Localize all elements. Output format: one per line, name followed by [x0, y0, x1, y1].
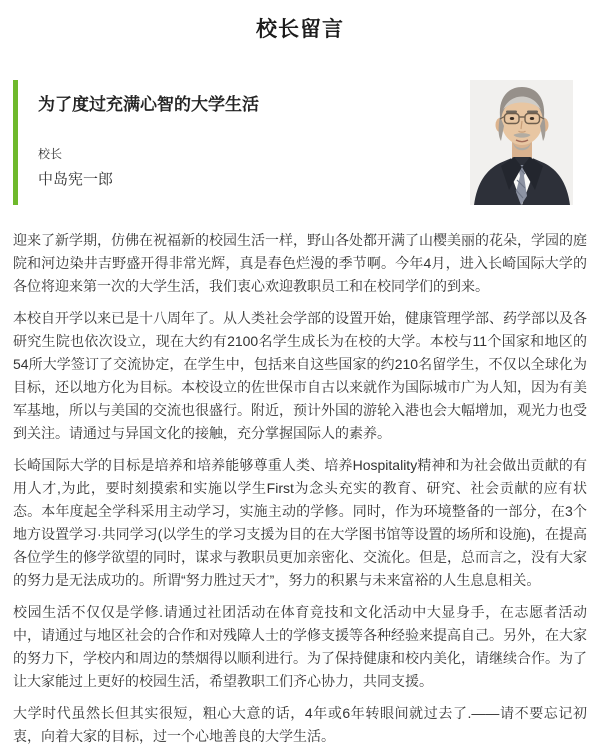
message-heading: 为了度过充满心智的大学生活	[38, 95, 259, 114]
paragraph-4: 校园生活不仅仅是学修.请通过社团活动在体育竞技和文化活动中大显身手，在志愿者活动中，请通过与地区社会的合作和对残障人士的学修支援等各种经验来提高自己。另外，在大家的努力下，学校内和周边的禁烟得以顺利进行。为了保持健康和校内美化，请继续合作。为了让大家能过上更好的校园生活，希望教职工们齐心协力，共同支援。	[13, 604, 587, 689]
message-header-text	[38, 94, 467, 189]
paragraph-2: 本校自开学以来已是十八周年了。从人类社会学部的设置开始，健康管理学部、药学部以及各研究生院也依次设立，现在大约有2100名学生成长为在校的大学。本校与11个国家和地区的54所大学签订了交流协定，在学生中，包括来自这些国家的约210名留学生，不仅以全球化为目标，还以地方化为目标。本校设立的佐世保市自古以来就作为国际城市广为人知，因为有美军基地，所以与美国的交流也很盛行。附近，预计外国的游轮入港也会大幅增加，观光力也受到关注。请通过与异国文化的接触，充分掌握国际人的素养。	[13, 310, 587, 441]
page	[0, 13, 600, 748]
paragraph-1: 迎来了新学期，仿佛在祝福新的校园生活一样，野山各处都开满了山樱美丽的花朵，学园的庭院和河边染井吉野盛开得非常光辉，真是春色烂漫的季节啊。今年4月，进入长崎国际大学的各位将迎来第一次的大学生活，我们衷心欢迎教职员工和在校同学们的到来。	[13, 232, 587, 294]
president-portrait-illustration	[470, 80, 573, 205]
president-portrait-photo	[470, 80, 573, 205]
message-body	[13, 229, 587, 748]
role-label: 校长	[38, 147, 63, 162]
paragraph-3: 长崎国际大学的目标是培养和培养能够尊重人类、培养Hospitality精神和为社会做出贡献的有用人才,为此，要时刻摸索和实施以学生First为念头充实的教育、研究、社会贡献的应有状态。本年度起全学科采用主动学习，实施主动的学修。同时，作为环境整备的一部分，在3个地方设置学习·共同学习(以学生的学习支援为目的在大学图书馆等设置的场所和设施)，在提高各位学生的修学欲望的同时，谋求与教职员更加亲密化、交流化。但是，总而言之，没有大家的努力是无法成功的。所谓“努力胜过天才”，努力的积累与未来富裕的人生息息相关。	[13, 457, 587, 588]
page-title: 校长留言	[256, 18, 344, 41]
president-name: 中岛宪一郎	[38, 171, 114, 189]
paragraph-5: 大学时代虽然长但其实很短，粗心大意的话，4年或6年转眼间就过去了.——请不要忘记初衷，向着大家的目标，过一个心地善良的大学生活。	[13, 705, 587, 744]
message-header	[13, 80, 587, 205]
